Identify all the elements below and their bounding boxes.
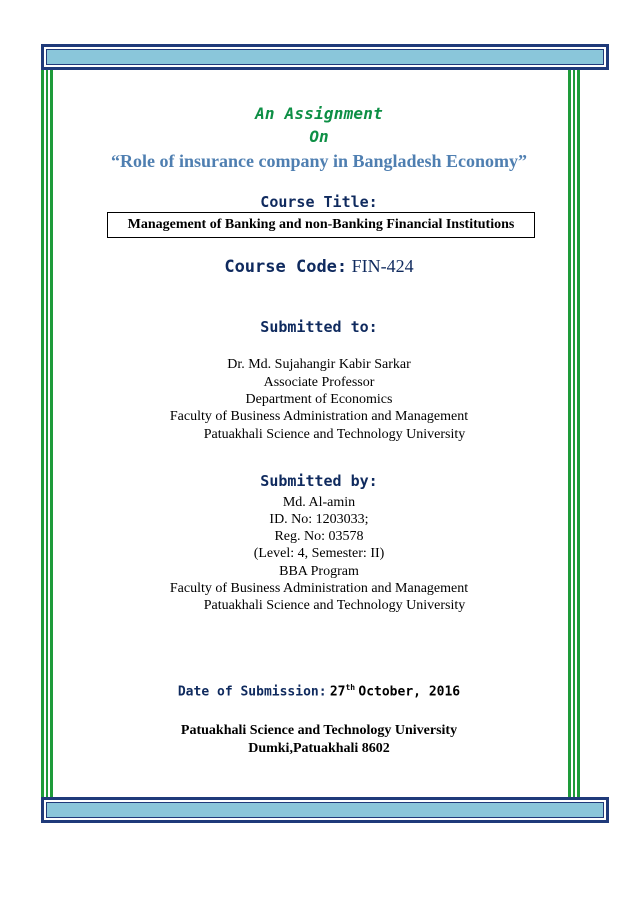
assignment-topic: “Role of insurance company in Bangladesh Economy” [110,151,528,171]
submitted-by-reg: Reg. No: 03578 [274,529,364,544]
course-code-value: FIN-424 [351,256,414,276]
submitted-to-faculty: Faculty of Business Administration and Management [169,409,469,424]
university-address: Dumki,Patuakhali 8602 [248,741,390,756]
bottom-border-band [41,797,609,823]
submitted-to-name: Dr. Md. Sujahangir Kabir Sarkar [227,357,411,372]
submission-date-label: Date of Submission: [177,684,327,700]
university-footer [0,722,638,758]
submission-date-day: 27 [329,684,346,700]
submitted-to-university: Patuakhali Science and Technology University [203,427,466,442]
assignment-heading: An Assignment [255,104,383,123]
submitted-by-name: Md. Al-amin [282,495,356,510]
submitted-to-heading: Submitted to: [260,318,378,336]
course-title-box [107,212,535,238]
course-code-line [0,256,638,277]
submitted-by-faculty: Faculty of Business Administration and Management [169,581,469,596]
course-code-label: Course Code: [224,257,348,277]
submitted-by-level: (Level: 4, Semester: II) [253,546,385,561]
submitted-to-department: Department of Economics [245,392,393,407]
submission-date-rest: October, 2016 [358,684,461,700]
university-name: Patuakhali Science and Technology University [180,723,458,738]
top-border-band [41,44,609,70]
course-title-label: Course Title: [260,193,378,211]
submitted-by-program: BBA Program [279,564,359,579]
submission-date-suffix: th [345,683,356,692]
submitted-by-heading: Submitted by: [260,472,378,490]
submitted-by-university: Patuakhali Science and Technology University [203,598,466,613]
submission-date-line [0,683,638,699]
submitted-by-id: ID. No: 1203033; [269,512,369,527]
on-heading: On [309,127,329,146]
submitted-to-designation: Associate Professor [263,375,375,390]
course-title-value: Management of Banking and non-Banking Financial Institutions [127,217,515,232]
